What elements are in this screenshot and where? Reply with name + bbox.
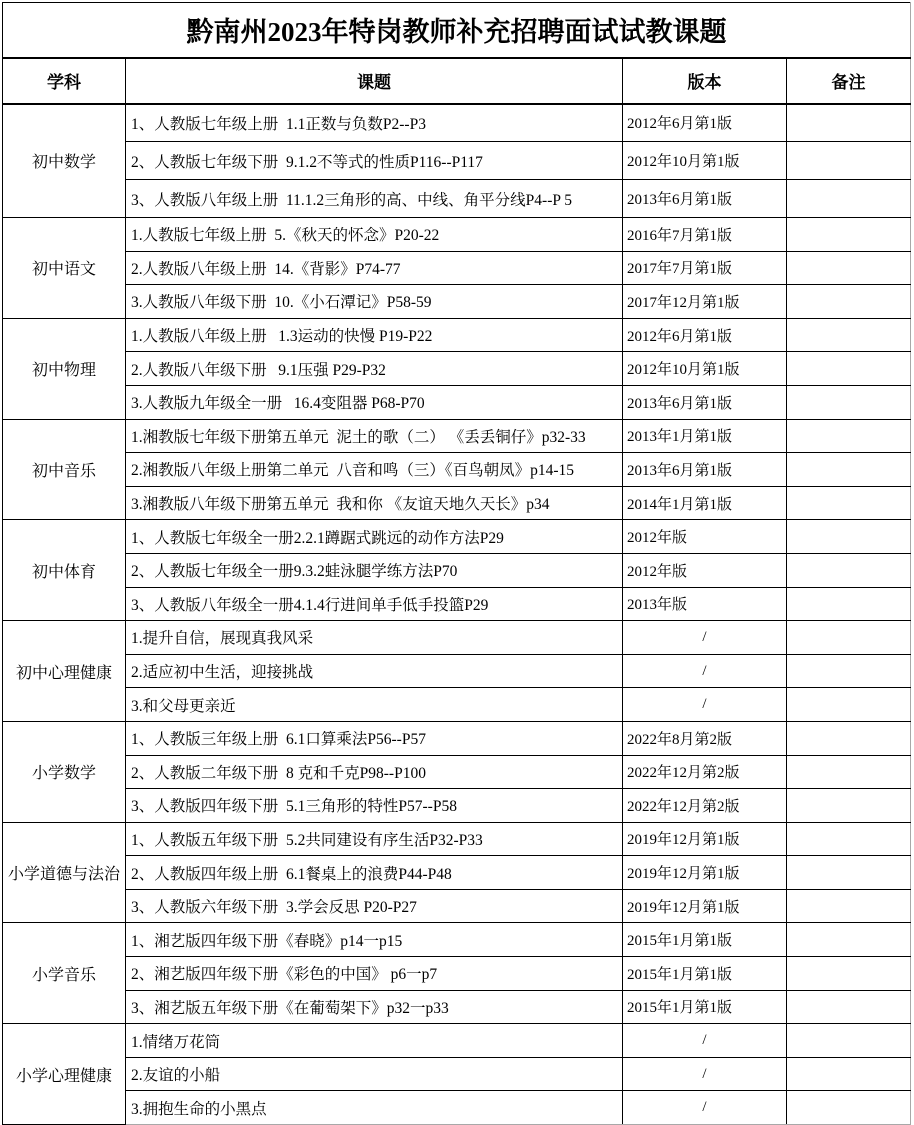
title-row [3,3,911,58]
table-row [3,957,911,991]
table-row [3,486,911,520]
edition-cell: 2012年6月第1版 [623,318,787,352]
topic-cell: 1.人教版八年级上册 1.3运动的快慢 P19-P22 [126,318,623,352]
topic-cell: 3、人教版六年级下册 3.学会反思 P20-P27 [126,889,623,923]
table-row [3,520,911,554]
table-row [3,453,911,487]
topic-cell: 2、人教版二年级下册 8 克和千克P98--P100 [126,755,623,789]
edition-cell: 2017年7月第1版 [623,251,787,285]
note-cell [787,520,911,554]
edition-cell: / [623,1057,787,1091]
subject-cell: 小学音乐 [3,923,126,1024]
note-cell [787,621,911,655]
topics-table [2,2,911,1125]
table-row [3,688,911,722]
topic-cell: 3.拥抱生命的小黑点 [126,1091,623,1125]
edition-cell: 2013年6月第1版 [623,180,787,218]
topic-cell: 2.湘教版八年级上册第二单元 八音和鸣（三）《百鸟朝凤》p14-15 [126,453,623,487]
edition-cell: 2019年12月第1版 [623,856,787,890]
table-row [3,104,911,142]
note-cell [787,789,911,823]
topic-cell: 1、人教版三年级上册 6.1口算乘法P56--P57 [126,721,623,755]
edition-cell: 2015年1月第1版 [623,957,787,991]
note-cell [787,251,911,285]
table-row [3,142,911,180]
subject-cell: 小学心理健康 [3,1024,126,1125]
table-row [3,856,911,890]
table-row [3,285,911,319]
note-cell [787,104,911,142]
note-cell [787,654,911,688]
table-row [3,1024,911,1058]
topic-cell: 1.人教版七年级上册 5.《秋天的怀念》P20-22 [126,218,623,252]
topic-cell: 2.适应初中生活，迎接挑战 [126,654,623,688]
subject-cell: 初中数学 [3,104,126,218]
note-cell [787,419,911,453]
topic-cell: 3.湘教版八年级下册第五单元 我和你 《友谊天地久天长》p34 [126,486,623,520]
subject-cell: 初中语文 [3,218,126,319]
topic-cell: 1、人教版七年级全一册2.2.1蹲踞式跳远的动作方法P29 [126,520,623,554]
table-row [3,587,911,621]
table-row [3,822,911,856]
header-row [3,58,911,104]
edition-cell: / [623,688,787,722]
table-row [3,755,911,789]
table-row [3,251,911,285]
column-header-topic: 课题 [126,58,623,104]
topic-cell: 2、人教版七年级下册 9.1.2不等式的性质P116--P117 [126,142,623,180]
edition-cell: / [623,1091,787,1125]
topic-cell: 2、湘艺版四年级下册《彩色的中国》 p6一p7 [126,957,623,991]
note-cell [787,553,911,587]
topic-cell: 2、人教版四年级上册 6.1餐桌上的浪费P44-P48 [126,856,623,890]
edition-cell: 2022年8月第2版 [623,721,787,755]
topic-cell: 3、湘艺版五年级下册《在葡萄架下》p32一p33 [126,990,623,1024]
note-cell [787,688,911,722]
topic-cell: 3.人教版九年级全一册 16.4变阻器 P68-P70 [126,385,623,419]
table-row [3,553,911,587]
topic-cell: 3.人教版八年级下册 10.《小石潭记》P58-59 [126,285,623,319]
edition-cell: 2022年12月第2版 [623,789,787,823]
table-row [3,419,911,453]
edition-cell: 2012年版 [623,520,787,554]
edition-cell: 2022年12月第2版 [623,755,787,789]
table-row [3,654,911,688]
topic-cell: 2.人教版八年级下册 9.1压强 P29-P32 [126,352,623,386]
note-cell [787,755,911,789]
column-header-note: 备注 [787,58,911,104]
note-cell [787,1024,911,1058]
note-cell [787,352,911,386]
note-cell [787,923,911,957]
table-row [3,352,911,386]
note-cell [787,1057,911,1091]
edition-cell: 2013年版 [623,587,787,621]
topic-cell: 3、人教版八年级全一册4.1.4行进间单手低手投篮P29 [126,587,623,621]
subject-cell: 初中物理 [3,318,126,419]
note-cell [787,218,911,252]
table-row [3,621,911,655]
note-cell [787,318,911,352]
topic-cell: 1.情绪万花筒 [126,1024,623,1058]
edition-cell: 2015年1月第1版 [623,923,787,957]
topic-cell: 1、湘艺版四年级下册《春晓》p14一p15 [126,923,623,957]
note-cell [787,889,911,923]
table-row [3,385,911,419]
topic-cell: 3.和父母更亲近 [126,688,623,722]
edition-cell: 2012年6月第1版 [623,104,787,142]
table-row [3,180,911,218]
topic-cell: 2.友谊的小船 [126,1057,623,1091]
topic-cell: 2、人教版七年级全一册9.3.2蛙泳腿学练方法P70 [126,553,623,587]
subject-cell: 初中体育 [3,520,126,621]
note-cell [787,856,911,890]
note-cell [787,587,911,621]
topic-cell: 1.湘教版七年级下册第五单元 泥土的歌（二） 《丢丢铜仔》p32-33 [126,419,623,453]
edition-cell: / [623,621,787,655]
edition-cell: 2013年1月第1版 [623,419,787,453]
topic-cell: 3、人教版八年级上册 11.1.2三角形的高、中线、角平分线P4--P 5 [126,180,623,218]
subject-cell: 小学数学 [3,721,126,822]
edition-cell: / [623,654,787,688]
table-row [3,721,911,755]
table-row [3,923,911,957]
edition-cell: 2012年10月第1版 [623,142,787,180]
subject-cell: 初中心理健康 [3,621,126,722]
note-cell [787,486,911,520]
table-row [3,990,911,1024]
note-cell [787,180,911,218]
edition-cell: 2013年6月第1版 [623,453,787,487]
table-row [3,318,911,352]
edition-cell: / [623,1024,787,1058]
table-row [3,1057,911,1091]
note-cell [787,990,911,1024]
edition-cell: 2019年12月第1版 [623,889,787,923]
table-row [3,889,911,923]
edition-cell: 2016年7月第1版 [623,218,787,252]
note-cell [787,822,911,856]
table-row [3,789,911,823]
edition-cell: 2012年10月第1版 [623,352,787,386]
note-cell [787,957,911,991]
edition-cell: 2015年1月第1版 [623,990,787,1024]
edition-cell: 2019年12月第1版 [623,822,787,856]
table-row [3,1091,911,1125]
edition-cell: 2013年6月第1版 [623,385,787,419]
note-cell [787,142,911,180]
column-header-subject: 学科 [3,58,126,104]
column-header-edition: 版本 [623,58,787,104]
note-cell [787,453,911,487]
note-cell [787,1091,911,1125]
topic-cell: 2.人教版八年级上册 14.《背影》P74-77 [126,251,623,285]
subject-cell: 初中音乐 [3,419,126,520]
note-cell [787,285,911,319]
topic-cell: 3、人教版四年级下册 5.1三角形的特性P57--P58 [126,789,623,823]
edition-cell: 2014年1月第1版 [623,486,787,520]
topic-cell: 1.提升自信，展现真我风采 [126,621,623,655]
note-cell [787,385,911,419]
table-row [3,218,911,252]
topic-cell: 1、人教版五年级下册 5.2共同建设有序生活P32-P33 [126,822,623,856]
topic-cell: 1、人教版七年级上册 1.1正数与负数P2--P3 [126,104,623,142]
note-cell [787,721,911,755]
edition-cell: 2017年12月第1版 [623,285,787,319]
subject-cell: 小学道德与法治 [3,822,126,923]
document-title: 黔南州2023年特岗教师补充招聘面试试教课题 [3,3,911,58]
edition-cell: 2012年版 [623,553,787,587]
